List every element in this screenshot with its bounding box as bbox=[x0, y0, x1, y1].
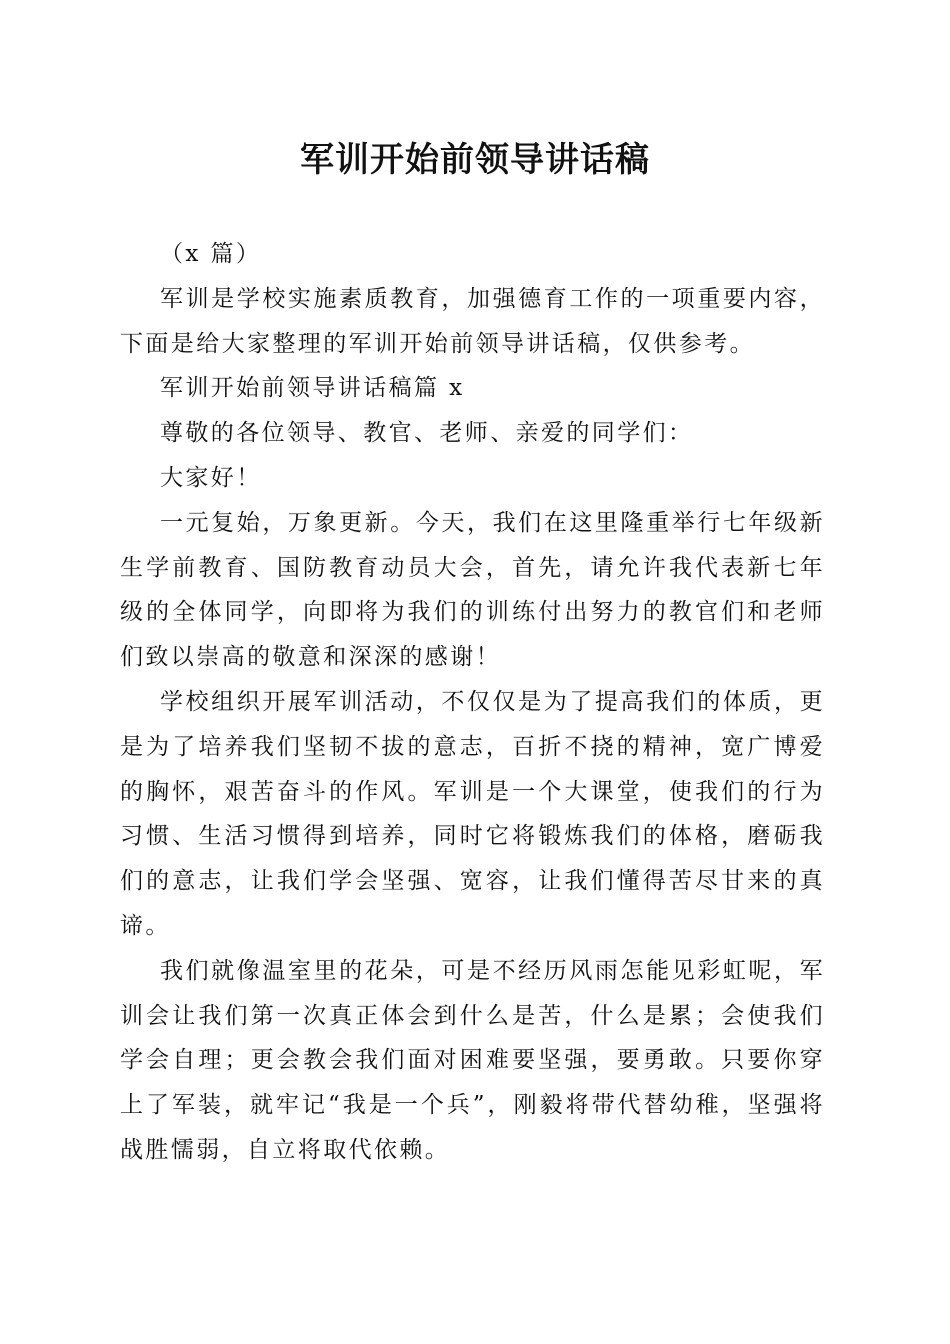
paragraph-growth: 我们就像温室里的花朵，可是不经历风雨怎能见彩虹呢，军训会让我们第一次真正体会到什么是苦，什么是累；会使我们学会自理；更会教会我们面对困难要坚强，要勇敢。只要你穿上了军装，就牢记“我是一个兵”，刚毅将带代替幼稚，坚强将战胜懦弱，自立将取代依赖。 bbox=[120, 957, 825, 1163]
paragraph-salutation: 尊敬的各位领导、教官、老师、亲爱的同学们： bbox=[160, 420, 694, 447]
document-title: 军训开始前领导讲话稿 bbox=[300, 140, 650, 180]
paragraph-purpose: 学校组织开展军训活动，不仅仅是为了提高我们的体质，更是为了培养我们坚韧不拔的意志，百折不挠的精神，宽广博爱的胸怀，艰苦奋斗的作风。军训是一个大课堂，使我们的行为习惯、生活习惯得到培养，同时它将锻炼我们的体格，磨砺我们的意志，让我们学会坚强、宽容，让我们懂得苦尽甘来的真谛。 bbox=[120, 688, 825, 939]
paragraph-section-count: （x 篇） bbox=[160, 241, 262, 267]
document-body bbox=[120, 232, 825, 1173]
paragraph-subtitle: 军训开始前领导讲话稿篇 x bbox=[160, 375, 465, 402]
paragraph-intro: 军训是学校实施素质教育，加强德育工作的一项重要内容，下面是给大家整理的军训开始前领导讲话稿，仅供参考。 bbox=[120, 285, 825, 357]
paragraph-opening: 一元复始，万象更新。今天，我们在这里隆重举行七年级新生学前教育、国防教育动员大会，首先，请允许我代表新七年级的全体同学，向即将为我们的训练付出努力的教官们和老师们致以崇高的敬意和深深的感谢！ bbox=[120, 509, 825, 671]
paragraph-greeting: 大家好！ bbox=[160, 464, 262, 491]
